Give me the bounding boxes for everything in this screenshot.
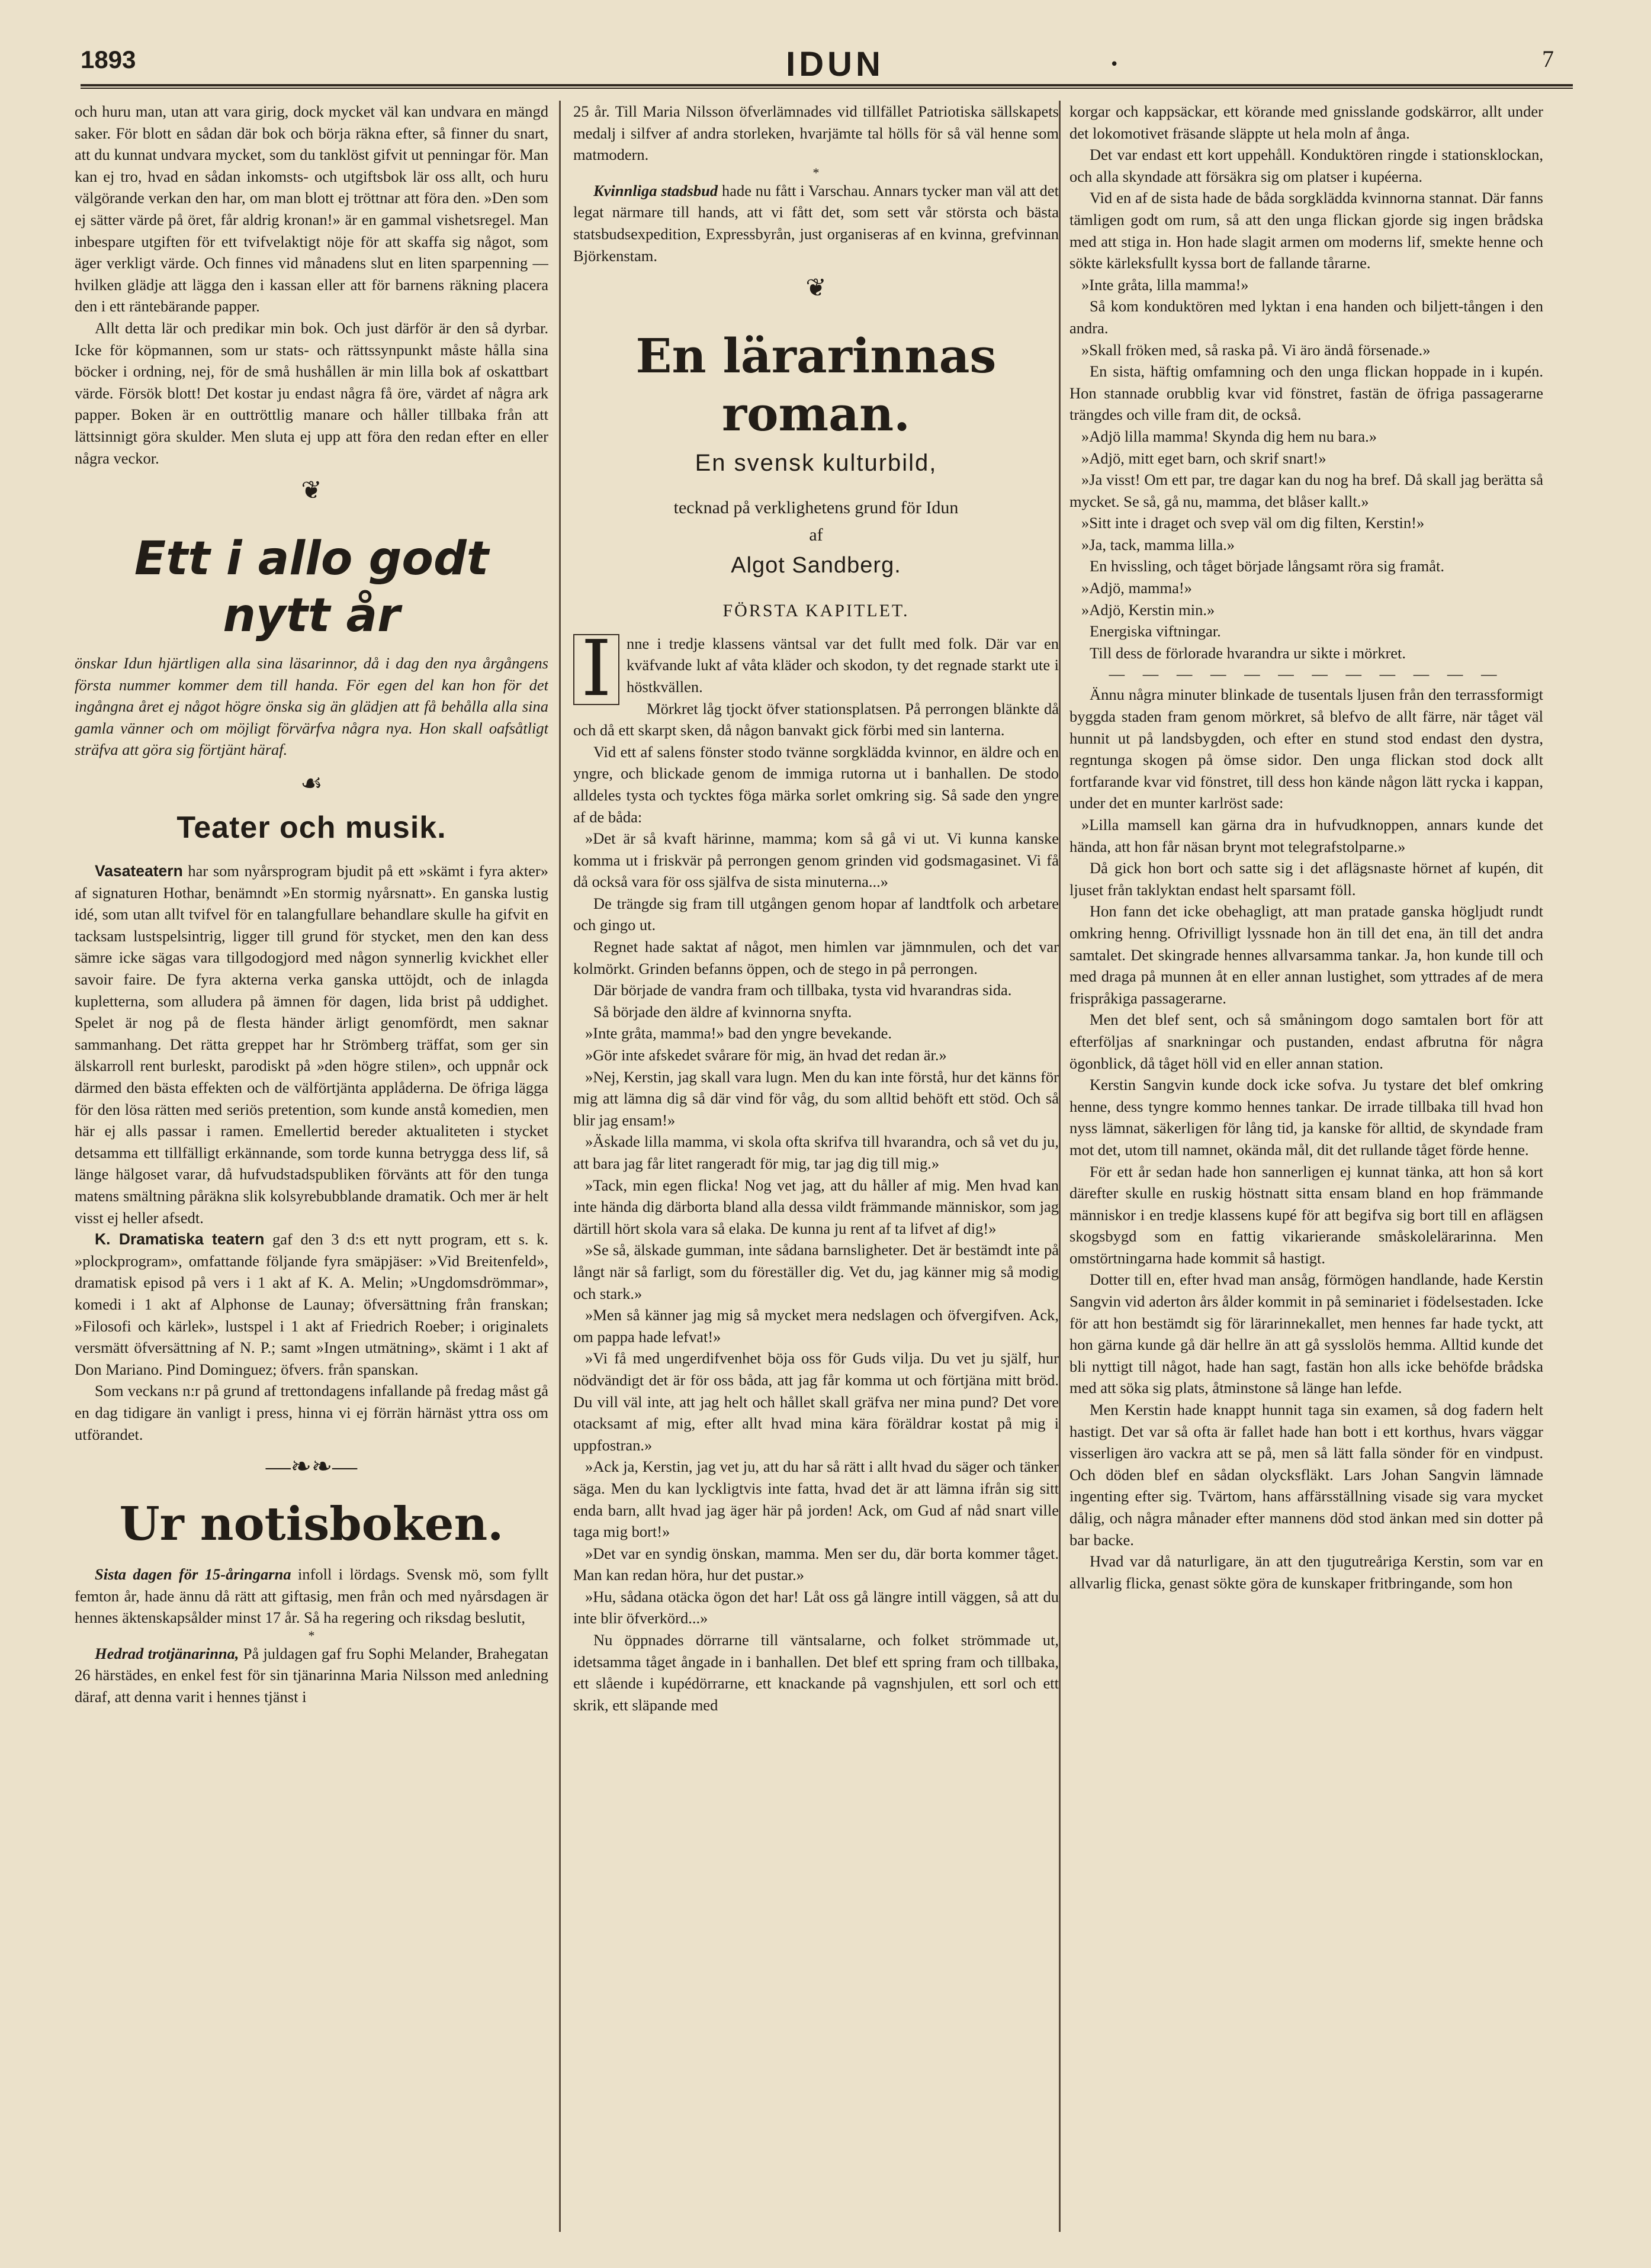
note-item: [75, 1564, 548, 1629]
vasa-theatre-text: har som nyårsprogram bjudit på ett »skämt i fyra akter» af signaturen Hothar, benämndt »En stormig nyårsnatt». En ganska lustig idé, som utan allt tvifvel för en talangfullare behandlare skulle ha gifvit en tacksam lustspelsintrig, ligger till grund för stycket, men den kan dess sämre icke sägas vara tillgodogjord med någon synnerlig kvickhet eller savoir faire. De fyra akterna verka ganska uttöjdt, och de inlagda kupletterna, som alludera på ämnen för dagen, lida brist på uddighet. Spelet är nog på de flesta händer ärligt genomfördt, men saknar sammanhang. Det rätta greppet har hr Strömberg träffat, som ger sin älskarroll rent burleskt, parodiskt på »den högre stilen», och uppnår ock därmed den bästa effekten och de välförtjänta applåderna. De öfriga lägga för den lösa rätten med seriös pretention, som kunde anstå komedien, men här ej alls passar i ramen. Emellertid bereder aktualiteten i stycket detsamma ett tillfälligt erkännande, som torde kunna betrygga dess lif, så länge hälgoset varar, då hufvudstadspubliken förvänts att för den tunga matens smältning påräkna slik kolsyrebubblande dramatik. Och mer är helt visst ej heller afsedt.: [75, 862, 548, 1227]
story-dialogue: »Men så känner jag mig så mycket mera nedslagen och öfvergifven. Ack, om pappa hade lefvat!»: [573, 1306, 1059, 1346]
story-title: En lärarinnas roman.: [635, 328, 997, 442]
star-separator: *: [308, 1627, 315, 1643]
note-lead: Sista dagen för 15-åringarna: [95, 1565, 291, 1584]
article-paragraph: Allt detta lär och predikar min bok. Och just därför är den så dyrbar. Icke för köpmannen, som ur stats- och rättssynpunkt måste hålla sina böcker i ordning, nej, för de små hushållen är min lilla bok af oskattbart värde. Försök blott! Det kostar ju endast några få öre, värdet af några ark papper. Boken är en outtröttlig manare och håller tillbaka från att lättsinnigt göra skulder. Men sluta ej upp att föra den redan efter en eller några veckor.: [75, 319, 548, 467]
story-paragraph: Då gick hon bort och satte sig i det aflägsnaste hörnet af kupén, dit ljuset från taklyktan endast helt sparsamt föll.: [1069, 859, 1543, 899]
story-credit: tecknad på verklighetens grund för Idun: [673, 498, 959, 518]
story-paragraph: En hvissling, och tåget började långsamt röra sig framåt.: [1090, 557, 1445, 575]
star-separator: *: [812, 165, 820, 180]
story-paragraph: Ännu några minuter blinkade de tusentals ljusen från den terrassformigt byggda staden fram genom mörkret, så blefvo de allt färre, när tåget väl hunnit ut på landsbygden, och efter en stund stod endast den dystra, regntunga skogen på ömse sidor. Den unga flickan stod dock allt fortfarande kvar vid fönstret, till dess hon kände någon lätt rycka i kappan, under det en munter karlröst sade:: [1069, 686, 1543, 812]
week-notice: Som veckans n:r på grund af trettondagens infallande på fredag måst gå en dag tidigare än vanligt i press, hinna vi ej förrän härnäst yttra oss om utförandet.: [75, 1382, 548, 1443]
story-paragraph: Nu öppnades dörrarne till väntsalarne, och folket strömmade ut, idetsamma tåget ångade in i banhallen. Det blef ett spring fram och tillbaka, ett slående i kupédörrarne, ett knackande på vagnshjulen, ett sorl och ett skrik, ett släpande med: [573, 1631, 1059, 1714]
story-paragraph: Där började de vandra fram och tillbaka, tysta vid hvarandras sida.: [593, 981, 1012, 999]
story-paragraph: Mörkret låg tjockt öfver stationsplatsen. På perrongen blänkte då och då ett skarpt sken, då någon banvakt gick förbi med sin lanterna.: [573, 699, 1059, 739]
story-paragraph: Vid ett af salens fönster stodo tvänne sorgklädda kvinnor, en äldre och en yngre, och blickade genom de immiga rutorna ut i banhallen. De stodo alldeles tysta och tycktes föga märka sorlet omkring sig. Så sade den yngre af de båda:: [573, 742, 1059, 826]
header-mark: •: [1110, 56, 1119, 73]
section-break: — — — — — — — — — — — —: [1109, 665, 1504, 683]
story-dialogue: »Det är så kvaft härinne, mamma; kom så gå vi ut. Vi kunna kanske komma ut i friskvär på perrongen genom grinden vid godsmagasinet. Vi få då också vara för oss själfva de sista minuterna...»: [573, 829, 1059, 891]
story-paragraph: De trängde sig fram till utgången genom hopar af landtfolk och arbetare och gingo ut.: [573, 894, 1059, 934]
story-paragraph: För ett år sedan hade hon sannerligen ej kunnat tänka, att hon så kort därefter skulle en ruskig höstnatt sitta ensam bland en hop främmande människor i en tredje klassens kupé för att begifva sig bort till en aflägsen skogsbygd som en fattig vikarierande småskolelärarinna. Men omstörtningarna hade kommit så hastigt.: [1069, 1162, 1543, 1267]
story-dialogue: »Ja visst! Om ett par, tre dagar kan du nog ha bref. Då skall jag berätta så mycket. Se så, gå nu, mamma, det blåser kallt.»: [1069, 471, 1543, 510]
note-text: infoll i lördags. Svensk mö, som fyllt femton år, hade ännu då rätt att giftasig, men från och med nyårsdagen är hennes äktenskapsålder minst 17 år. Så ha regering och riksdag beslutit,: [75, 1565, 548, 1627]
dramatic-theatre-text: gaf den 3 d:s ett nytt program, ett s. k. »plockprogram», omfattande följande fyra smäpjäser: »Vid Breitenfeld», dramatisk episod på vers i 1 akt af K. A. Melin; »Ungdomsdrömmar», komedi i 1 akt af Alphonse de Launay; öfversättning från franskan; »Filosofi och kärlek», lustspel i 1 akt af Friedrich Roeber; i originalets versmätt öfversättning af N. P.; samt »Ingen utmätning», skämt i 1 akt af Don Mariano. Pind Dominguez; öfvers. från spanskan.: [75, 1230, 548, 1378]
leaf-ornament-icon: ❦: [805, 275, 827, 303]
story-dialogue: »Adjö lilla mamma! Skynda dig hem nu bara.»: [1081, 427, 1377, 445]
story-dialogue: »Tack, min egen flicka! Nog vet jag, att du håller af mig. Men hvad kan inte hända dig därborta bland alla dessa vildt främmande människor, som jag därtill hört skola vara så elaka. De kunna ju rent af ta lifvet af dig!»: [573, 1176, 1059, 1237]
story-dialogue: »Sitt inte i draget och svep väl om dig filten, Kerstin!»: [1081, 514, 1425, 532]
note-lead: Kvinnliga stadsbud: [593, 181, 718, 200]
new-year-heading: Ett i allo godt nytt år: [134, 532, 489, 643]
note-continuation: 25 år. Till Maria Nilsson öfverlämnades vid tillfället Patriotiska sällskapets medalj i silfver af andra storleken, hvarjämte tal hölls för så väl henne som matmodern.: [573, 102, 1059, 164]
scroll-ornament-icon: —❧❧—: [265, 1453, 358, 1481]
ornament-icon: ❦: [301, 477, 322, 505]
dramatic-theatre-review: [75, 1228, 548, 1380]
note-text: hade nu fått i Varschau. Annars tycker man väl att det legat närmare till hands, att vi fått det, som sett vår största och bästa statsbudsexpedition, Expressbyrån, just organiseras af en kvinna, grefvinnan Björkenstam.: [573, 181, 1059, 265]
story-paragraph: Energiska viftningar.: [1090, 622, 1221, 641]
story-paragraph: Hvad var då naturligare, än att den tjugutreåriga Kerstin, som var en allvarlig flicka, genast sökte göra de kunskaper fritbringande, som hon: [1069, 1552, 1543, 1592]
column-right: [1069, 101, 1543, 2238]
page-number: 7: [1542, 46, 1554, 72]
theatre-heading: Teater och musik.: [176, 810, 447, 845]
column-divider-right: [1059, 101, 1061, 2232]
story-paragraph: Men Kerstin hade knappt hunnit taga sin examen, så dog fadern helt hastigt. Det var så ofta är fallet hade han bott i ett korthus, hvars väggar visserligen äro vackra att se på, men så lätt falla sönder för en vindpust. Och döden blef en sådan olycksfläkt. Lars Johan Sangvin lämnade ingenting efter sig. Tvärtom, hans affärsställning visade sig vara mycket dålig, och några månader efter mannens död stod änkan med sin dotter på bar backe.: [1069, 1401, 1543, 1549]
story-dialogue: »Ack ja, Kerstin, jag vet ju, att du har så rätt i allt hvad du säger och tänker säga. Men du kan lyckligtvis inte fatta, hvad det är att lämna ifrån sig sitt enda barn, allt hvad jag äger här på jorden! Ack, om Gud af nåd snart ville taga mig bort!»: [573, 1458, 1059, 1541]
vasa-theatre-review: [75, 860, 548, 1228]
story-dialogue: »Äskade lilla mamma, vi skola ofta skrifva till hvarandra, och så vet du ju, att bara jag får litet rangeradt för mig, tar jag dig till mig.»: [573, 1133, 1059, 1172]
story-dialogue: »Lilla mamsell kan gärna dra in hufvudknoppen, annars kunde det hända, att hon får näsan brynt mot telegrafstolparne.»: [1069, 816, 1543, 855]
note-item: [573, 180, 1059, 266]
chapter-title: FÖRSTA KAPITLET.: [722, 601, 910, 621]
mask-ornament-icon: ☙: [300, 770, 323, 798]
story-paragraph: korgar och kappsäckar, ett körande med gnisslande godskärror, allt under det lokomotivet fräsande släppte ut hela moln af ånga.: [1069, 102, 1543, 142]
story-dialogue: »Adjö, mitt eget barn, och skrif snart!»: [1081, 449, 1326, 467]
story-dialogue: »Adjö, mamma!»: [1081, 579, 1192, 597]
story-dialogue: »Nej, Kerstin, jag skall vara lugn. Men du kan inte förstå, hur det känns för mig att lämna dig så där vind för våg, du som alltid behöft ett stöd. Och så blir jag ensam!»: [573, 1067, 1059, 1129]
story-paragraph: Men det blef sent, och så småningom dogo samtalen bort för att efterföljas af snarkningar och pustanden, endast afbrutna för några ögonblick, då tåget höll vid en eller annan station.: [1069, 1011, 1543, 1072]
drop-cap: I: [573, 634, 619, 705]
story-opening-text: nne i tredje klassens väntsal var det fullt med folk. Där var en kväfvande lukt af våta kläder och skodon, ty det regnade starkt ute i höstkvällen.: [627, 634, 1059, 696]
story-paragraph: Dotter till en, efter hvad man ansåg, förmögen handlande, hade Kerstin Sangvin vid aderton års ålder kommit in på seminariet i födelsestaden. Icke för att hon bestämdt sig för lärarinnekallet, men hennes far hade tyckt, att hon gärna kunde gå där hellre än att gå sysslolös hemma. Alltid kunde det bli nyttigt till något, hade han sagt, fastän hon alls icke behöfde brådska med att söka sig plats, åtminstone så länge han lefde.: [1069, 1270, 1543, 1397]
story-paragraph: Kerstin Sangvin kunde dock icke sofva. Ju tystare det blef omkring henne, dess tyngre kommo hennes tankar. De irrade tillbaka till hvad hon nyss lämnat, säkerligen för lång tid, ja kanske för alltid, de skyndade fram mot det, utom till namnet, okända mål, dit det rullande tåget förde henne.: [1069, 1076, 1543, 1159]
story-paragraph: En sista, häftig omfamning och den unga flickan hoppade in i kupén. Hon stannade orubblig kvar vid fönstret, fastän de öfriga passagerarne trängdes och ville fram dit, de också.: [1069, 362, 1543, 424]
story-paragraph: Så började den äldre af kvinnorna snyfta.: [593, 1002, 852, 1021]
story-dialogue: »Adjö, Kerstin min.»: [1081, 600, 1215, 619]
issue-year: 1893: [81, 46, 136, 73]
story-paragraph: Hon fann det icke obehagligt, att man pratade ganska högljudt rundt omkring henng. Ofrivilligt lyssnade hon än till det ena, än till det andra samtalet. Det skingrade hennes allvarsamma tankar. Ja, hon kunde till och med draga på munnen åt en eller annan lustighet, som yttrades af de mera frispråkiga passagerarne.: [1069, 902, 1543, 1007]
masthead: [0, 0, 1651, 89]
newspaper-title: IDUN: [786, 45, 884, 83]
story-dialogue: »Inte gråta, lilla mamma!»: [1081, 275, 1249, 294]
column-middle: [573, 101, 1059, 2238]
story-dialogue: »Gör inte afskedet svårare för mig, än hvad det redan är.»: [585, 1046, 947, 1064]
story-dialogue: »Skall fröken med, så raska på. Vi äro ändå försenade.»: [1081, 340, 1431, 359]
story-by: af: [809, 525, 823, 545]
article-paragraph: och huru man, utan att vara girig, dock mycket väl kan undvara en mängd saker. För blott en sådan där bok och börja räkna efter, så finner du snart, att du kunnat undvara mycket, som du tanklöst gifvit ut penningar för. Man kan ej tro, hvad en sådan inkomsts- och utgiftsbok lär oss allt, och huru välgörande verkan den har, om man blott ej tröttnar att föra den. »Den som ej sätter värde på öret, får aldrig kronan!» är en gammal vishetsregel. Man inbespare utgiften för ett tvifvelaktigt nöje för att skaffa sig något, som äger verkligt värde. Och finnes vid månadens slut en liten sparpenning — hvilken glädje att lägga den i kassan eller att för barnens räkning placera den i ett räntebärande papper.: [75, 102, 548, 316]
new-year-wish: önskar Idun hjärtligen alla sina läsarinnor, då i dag den nya årgångens första nummer kommer dem till handa. För egen del kan hon för det ingångna året ej något högre önska sig än glädjen att få behålla alla sina gamla vänner och om möjligt förvärfva några nya. Hon skall oafsåtligt sträfva att göra sig förtjänt häraf.: [75, 654, 548, 759]
story-subtitle: En svensk kulturbild,: [695, 450, 937, 477]
story-dialogue: »Se så, älskade gumman, inte sådana barnsligheter. Det är bestämdt inte på långt när så farligt, som du föreställer dig. Vet du, jag känner mig så modig och stark.»: [573, 1241, 1059, 1302]
column-divider-left: [559, 101, 561, 2232]
story-paragraph: Regnet hade saktat af något, men himlen var jämnmulen, och det var kolmörkt. Grinden befanns öppen, och de stego in på perrongen.: [573, 938, 1059, 977]
note-text: På juldagen gaf fru Sophi Melander, Brahegatan 26 härstädes, en enkel fest för sin tjänarinna Maria Nilsson med anledning däraf, att denna varit i hennes tjänst i: [75, 1644, 548, 1706]
vasa-theatre-label: Vasateatern: [95, 862, 183, 880]
note-item: [75, 1643, 548, 1708]
notes-heading: Ur notisboken.: [119, 1497, 504, 1552]
dramatic-theatre-label: K. Dramatiska teatern: [95, 1230, 265, 1249]
story-paragraph: Så kom konduktören med lyktan i ena handen och biljett-tången i den andra.: [1069, 297, 1543, 337]
story-dialogue: »Inte gråta, mamma!» bad den yngre bevekande.: [585, 1024, 892, 1043]
story-paragraph: Till dess de förlorade hvarandra ur sikte i mörkret.: [1090, 644, 1406, 662]
story-dialogue: »Det var en syndig önskan, mamma. Men ser du, där borta kommer tåget. Man kan redan höra, hur det pustar.»: [573, 1544, 1059, 1584]
story-opening: [573, 623, 1059, 713]
masthead-rule: [81, 84, 1573, 89]
story-paragraph: Det var endast ett kort uppehåll. Konduktören ringde i stationsklockan, och alla skyndade att försäkra sig om platser i kupéerna.: [1069, 146, 1543, 185]
story-author: Algot Sandberg.: [731, 553, 901, 578]
story-dialogue: »Hu, sådana otäcka ögon det har! Låt oss gå längre intill väggen, så att du inte blir öfverkörd...»: [573, 1587, 1059, 1627]
column-left: [75, 101, 548, 2238]
story-dialogue: »Ja, tack, mamma lilla.»: [1081, 535, 1235, 554]
story-dialogue: »Vi få med ungerdifvenhet böja oss för Guds vilja. Du vet ju själf, hur nödvändigt det är för oss båda, att jag får komma ut och förtjäna mitt bröd. Du vill väl inte, att jag helt och hållet skall gräfva ner mina pund? Det vore otacksamt af mig, efter allt hvad mina kära föräldrar kostat på mig i uppfostran.»: [573, 1349, 1059, 1454]
note-lead: Hedrad trotjänarinna,: [95, 1644, 239, 1662]
story-paragraph: Vid en af de sista hade de båda sorgklädda kvinnorna stannat. Där fanns tämligen godt om rum, så att den unga flickan gjorde sig ingen brådska med att stiga in. Hon hade slagit armen om moderns lif, smekte henne och sökte kärleksfullt kyssa bort de fallande tårarne.: [1069, 189, 1543, 272]
